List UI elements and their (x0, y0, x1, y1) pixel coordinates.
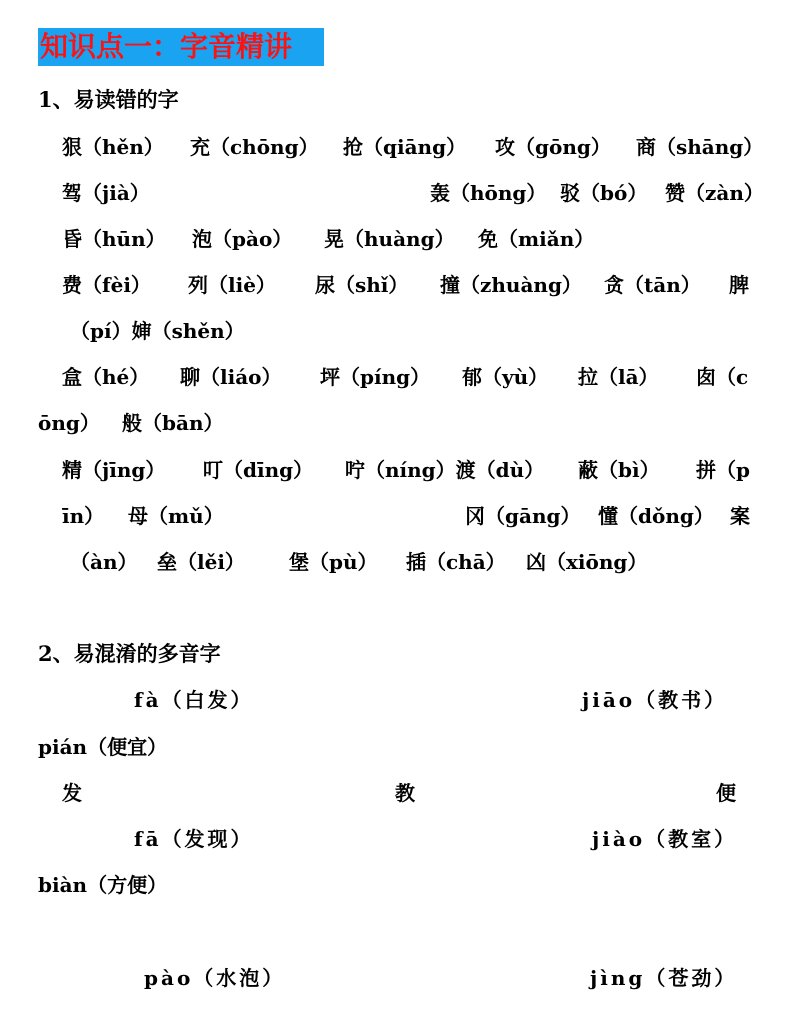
word-entry: 案 (730, 504, 750, 528)
word-entry: 蔽（bì） (578, 458, 660, 482)
polyphone-reading: fà（白发） (134, 688, 254, 712)
word-entry: 拼（p (696, 458, 750, 482)
word-entry: ōng） (38, 411, 100, 435)
word-entry: 撞（zhuàng） (440, 273, 582, 297)
word-entry: 费（fèi） (62, 273, 151, 297)
word-entry: 母（mǔ） (128, 504, 224, 528)
word-entry: 抢（qiāng） (343, 135, 467, 159)
polyphone-reading: jiāo（教书） (582, 688, 728, 712)
section-heading-1: 1、易读错的字 (38, 87, 179, 112)
word-entry: 凶（xiōng） (526, 550, 648, 574)
word-entry: 攻（gōng） (495, 135, 611, 159)
word-entry: 叮（dīng） (203, 458, 314, 482)
word-entry: īn） (62, 504, 105, 528)
polyphone-reading: jiào（教室） (592, 827, 738, 851)
polyphone-reading: pào（水泡） (144, 966, 286, 990)
word-entry: （àn） (70, 550, 138, 574)
word-entry: 懂（dǒng） (598, 504, 714, 528)
section-heading-2: 2、易混淆的多音字 (38, 641, 221, 666)
word-entry: 昏（hūn） (62, 227, 166, 251)
word-entry: 盒（hé） (62, 365, 150, 389)
word-entry: 贪（tān） (604, 273, 701, 297)
word-entry: 赞（zàn） (665, 181, 764, 205)
word-entry: 狠（hěn） (62, 135, 164, 159)
polyphone-reading: pián（便宜） (38, 735, 168, 759)
word-entry: 驾（jià） (62, 181, 150, 205)
word-entry: 冈（gāng） (465, 504, 581, 528)
polyphone-character: 便 (716, 781, 736, 805)
word-entry: 咛（níng）渡（dù） (345, 458, 545, 482)
word-entry: 插（chā） (406, 550, 506, 574)
word-entry: 聊（liáo） (180, 365, 282, 389)
polyphone-reading: fā（发现） (134, 827, 254, 851)
word-entry: 驳（bó） (560, 181, 648, 205)
word-entry: 尿（shǐ） (315, 273, 409, 297)
word-entry: 精（jīng） (62, 458, 166, 482)
word-entry: 堡（pù） (289, 550, 378, 574)
polyphone-character: 教 (395, 781, 415, 805)
word-entry: 商（shāng） (636, 135, 764, 159)
word-entry: （pí）婶（shěn） (70, 319, 245, 343)
word-entry: 坪（píng） (320, 365, 431, 389)
polyphone-reading: jìng（苍劲） (590, 966, 738, 990)
polyphone-character: 发 (62, 781, 82, 805)
word-entry: 晃（huàng） (324, 227, 455, 251)
word-entry: 轰（hōng） (430, 181, 547, 205)
word-entry: 泡（pào） (192, 227, 293, 251)
word-entry: 免（miǎn） (478, 227, 595, 251)
page-title: 知识点一：字音精讲 (38, 28, 324, 66)
word-entry: 拉（lā） (578, 365, 659, 389)
word-entry: 脾 (729, 273, 749, 297)
word-entry: 充（chōng） (190, 135, 319, 159)
polyphone-reading: biàn（方便） (38, 873, 168, 897)
word-entry: 列（liè） (188, 273, 276, 297)
word-entry: 般（bān） (122, 411, 224, 435)
word-entry: 垒（lěi） (157, 550, 245, 574)
word-entry: 郁（yù） (462, 365, 549, 389)
word-entry: 囱（c (696, 365, 749, 389)
